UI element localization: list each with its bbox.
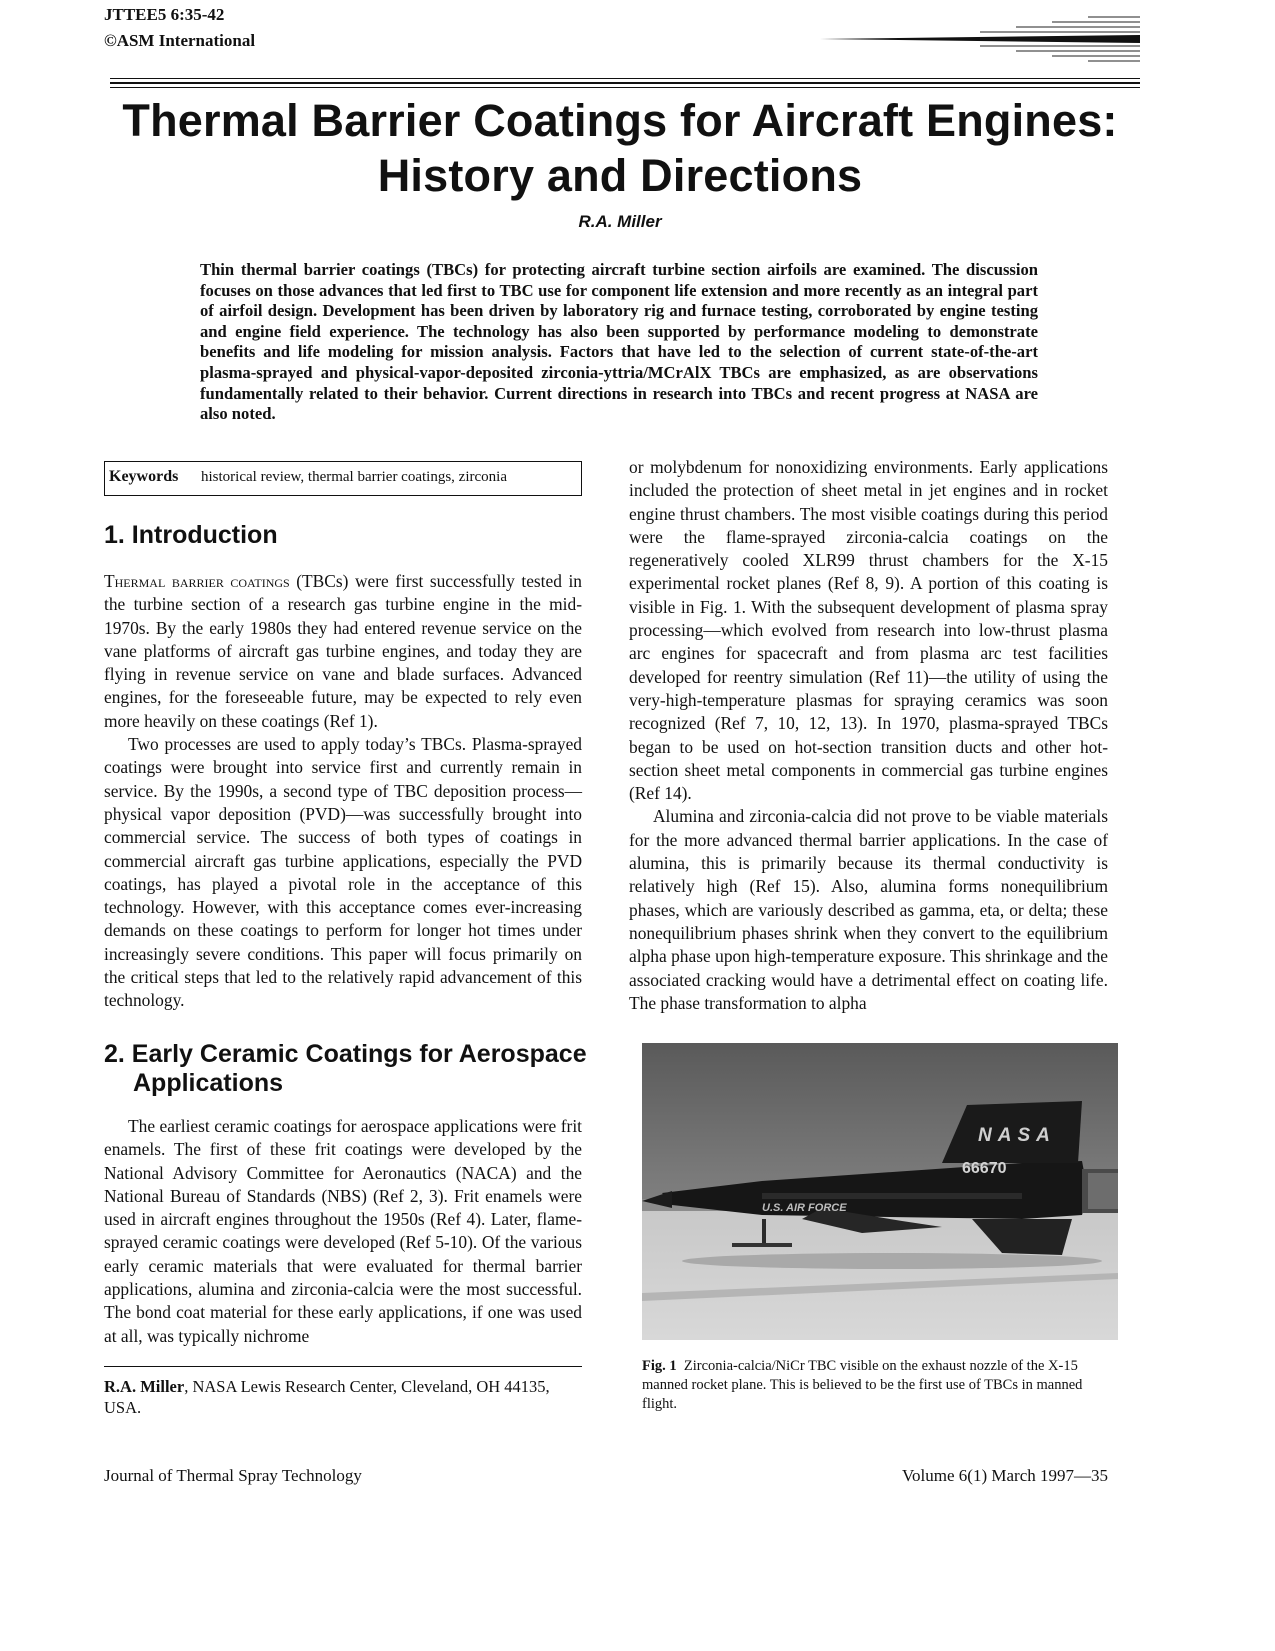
header-rule-thick bbox=[110, 82, 1140, 84]
author-name: R.A. Miller bbox=[578, 212, 662, 231]
header-rule bbox=[110, 87, 1140, 88]
affiliation-text: , NASA Lewis Research Center, Cleveland, OH 44135, USA. bbox=[104, 1377, 550, 1417]
keywords-text: historical review, thermal barrier coatings, zirconia bbox=[201, 469, 507, 485]
figure-1-photo bbox=[642, 1043, 1118, 1340]
section-2-heading-line-1: 2. Early Ceramic Coatings for Aerospace bbox=[104, 1040, 587, 1068]
journal-logo-graphic bbox=[820, 14, 1140, 64]
tail-number-text: 66670 bbox=[962, 1160, 1007, 1177]
section-2-heading-line-2: Applications bbox=[133, 1069, 284, 1097]
tail-nasa-text: NASA bbox=[978, 1125, 1056, 1146]
fuselage-text: U.S. AIR FORCE bbox=[762, 1202, 847, 1214]
abstract: Thin thermal barrier coatings (TBCs) for protecting aircraft turbine section airfoils are examined. The discussion focuses on those advances that led first to TBC use for component life extension and more recently as an integral part of airfoil design. Development has been driven by laboratory rig and furnace testing, corroborated by engine testing and engine field experience. The technology has also been supported by performance modeling to demonstrate benefits and life modeling for mission analysis. Factors that have led to the selection of current state-of-the-art plasma-sprayed and physical-vapor-deposited zirconia-yttria/MCrAlX TBCs are emphasized, as are observations fundamentally related to their behavior. Current directions in research into TBCs and recent progress at NASA are also noted. bbox=[200, 260, 1038, 424]
section-1-paragraph-1 bbox=[104, 570, 582, 733]
section-2-body bbox=[104, 1115, 582, 1348]
copyright-line: ©ASM International bbox=[104, 31, 256, 50]
section-1-heading: 1. Introduction bbox=[104, 521, 278, 549]
paper-title-line-1: Thermal Barrier Coatings for Aircraft Engines: bbox=[122, 95, 1118, 146]
section-2-paragraph-1: The earliest ceramic coatings for aerospace applications were frit enamels. The first of these frit coatings were developed by the National Advisory Committee for Aeronautics (NACA) and the National Bureau of Standards (NBS) (Ref 2, 3). Frit enamels were used in aircraft engines throughout the 1950s (Ref 4). Later, flame-sprayed ceramic coatings were developed (Ref 5-10). Of the various early ceramic materials that were evaluated for thermal barrier applications, alumina and zirconia-calcia were the most successful. The bond coat material for these early applications, if one was used at all, was typically nichrome bbox=[104, 1116, 582, 1346]
right-paragraph-1: or molybdenum for nonoxidizing environments. Early applications included the protection of sheet metal in jet engines and in rocket engine thrust chambers. The most visible coatings during this period were the flame-sprayed zirconia-calcia coatings on the regeneratively cooled XLR99 thrust chambers for the X-15 experimental rocket planes (Ref 8, 9). A portion of this coating is visible in Fig. 1. With the subsequent development of plasma spray processing—which evolved from research into low-thrust plasma arc engines for spacecraft and from plasma arc test facilities developed for reentry simulation (Ref 11)—the utility of using the very-high-temperature plasmas for spraying ceramics was soon recognized (Ref 7, 10, 12, 13). In 1970, plasma-sprayed TBCs began to be used on hot-section transition ducts and other hot-section sheet metal components in commercial gas turbine engines (Ref 14). bbox=[629, 457, 1108, 804]
section-1-body bbox=[104, 570, 582, 1013]
section-1-paragraph-2: Two processes are used to apply today’s TBCs. Plasma-sprayed coatings were brought into service first and currently remain in service. By the 1990s, a second type of TBC deposition process—physical vapor deposition (PVD)—was successfully brought into commercial service. The success of both types of coatings in commercial aircraft gas turbine applications, especially the PVD coatings, has played a pivotal role in the acceptance of this technology. However, with this acceptance comes ever-increasing demands on these coatings to perform for longer hot times under increasingly severe conditions. This paper will focus primarily on the critical steps that led to the relatively rapid advancement of this technology. bbox=[104, 734, 582, 1011]
right-paragraph-2: Alumina and zirconia-calcia did not prove to be viable materials for the more advanced thermal barrier applications. In the case of alumina, this is primarily because its thermal conductivity is relatively high (Ref 15). Also, alumina forms nonequilibrium phases, which are variously described as gamma, eta, or delta; these nonequilibrium phases shrink when they convert to the equilibrium alpha phase upon high-temperature exposure. This shrinkage and the associated cracking would have a detrimental effect on coating life. The phase transformation to alpha bbox=[629, 806, 1108, 1013]
journal-code: JTTEE5 6:35-42 bbox=[104, 5, 225, 24]
right-column-body bbox=[629, 456, 1108, 1015]
author-affiliation bbox=[104, 1376, 582, 1418]
header-rule bbox=[110, 78, 1140, 79]
footer-journal-name: Journal of Thermal Spray Technology bbox=[104, 1466, 362, 1485]
keywords-label: Keywords bbox=[109, 468, 179, 485]
footer-volume-page: Volume 6(1) March 1997—35 bbox=[901, 1466, 1108, 1485]
footnote-rule bbox=[104, 1366, 582, 1367]
paragraph-text: (TBCs) were first successfully tested in the turbine section of a research gas turbine engine in the mid-1970s. By the early 1980s they had entered revenue service on the vane platforms of aircraft gas turbine engines, and today they are flying in revenue service on vane and blade surfaces. Advanced engines, for the foreseeable future, may be expected to rely even more heavily on these coatings (Ref 1). bbox=[104, 571, 582, 731]
keywords-box bbox=[104, 461, 582, 496]
figure-caption-label: Fig. 1 bbox=[642, 1358, 677, 1374]
figure-caption-text: Zirconia-calcia/NiCr TBC visible on the exhaust nozzle of the X-15 manned rocket plane. This is believed to be the first use of TBCs in manned flight. bbox=[642, 1358, 1083, 1412]
paper-title-line-2: History and Directions bbox=[377, 150, 863, 201]
figure-1-caption bbox=[642, 1357, 1112, 1414]
lead-in-text: Thermal barrier coatings bbox=[104, 571, 290, 591]
affiliation-name: R.A. Miller bbox=[104, 1377, 185, 1396]
